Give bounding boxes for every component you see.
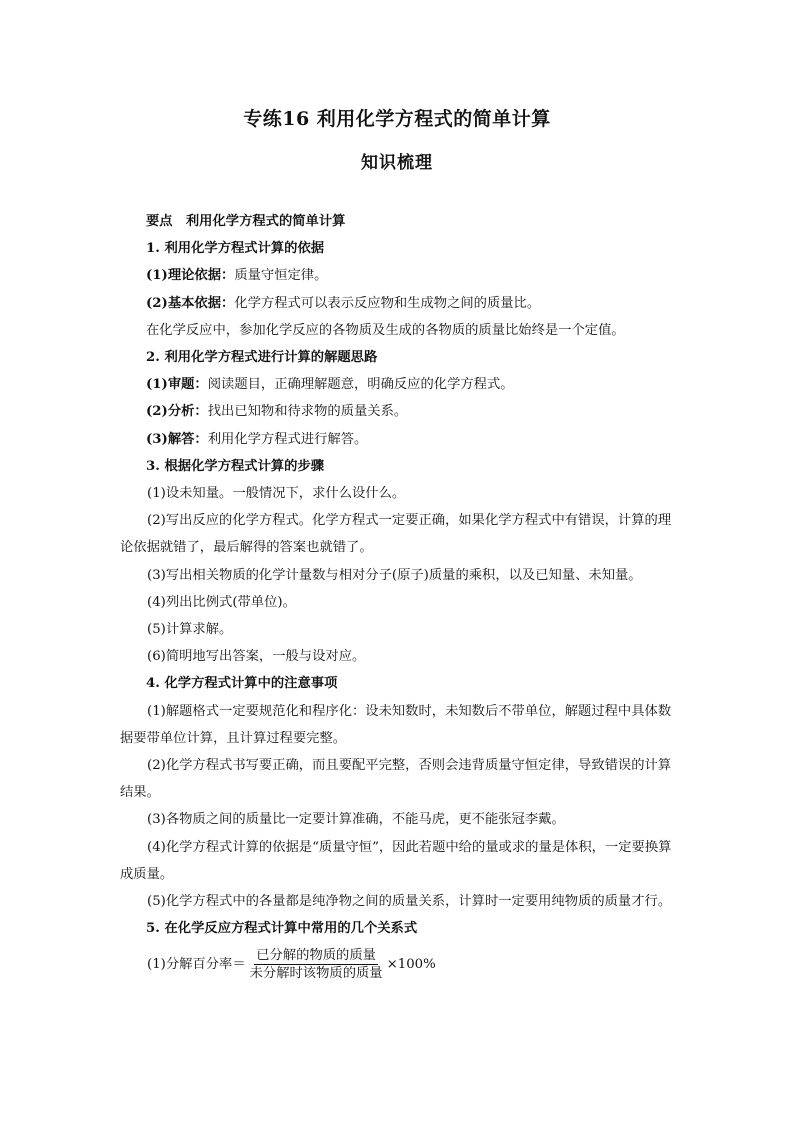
key-point-heading: 要点 利用化学方程式的简单计算 <box>146 214 346 229</box>
formula-denominator: 未分解时该物质的质量 <box>249 965 383 981</box>
formula-label: (1)分解百分率＝ <box>147 956 246 972</box>
section-1-note: 在化学反应中，参加化学反应的各物质及生成的各物质的质量比始终是一个定值。 <box>146 322 625 338</box>
section-1-heading: 1. 利用化学方程式计算的依据 <box>146 241 325 257</box>
item-text: 找出已知物和待求物的质量关系。 <box>207 404 408 420</box>
item-label: (2)基本依据： <box>146 295 235 311</box>
item-text: 利用化学方程式进行解答。 <box>207 431 368 447</box>
caution-item: (1)解题格式一定要规范化和程序化：设未知数时，未知数后不带单位，解题过程中具体数据要带单位计算，且计算过程要完整。 <box>120 703 672 746</box>
caution-item: (3)各物质之间的质量比一定要计算准确，不能马虎，更不能张冠李戴。 <box>147 812 565 828</box>
item-label: (1)审题： <box>146 377 208 393</box>
item-label: (2)分析： <box>146 404 208 420</box>
formula-fraction <box>248 947 385 982</box>
section-2-item-1 <box>120 371 676 398</box>
section-4-heading: 4. 化学方程式计算中的注意事项 <box>146 676 338 692</box>
step-item: (2)写出反应的化学方程式。化学方程式一定要正确，如果化学方程式中有错误，计算的理论依据就错了，最后解得的答案也就错了。 <box>120 513 672 556</box>
caution-item: (2)化学方程式书写要正确，而且要配平完整，否则会违背质量守恒定律，导致错误的计算结果。 <box>120 758 672 801</box>
step-item: (4)列出比例式(带单位)。 <box>147 594 296 610</box>
item-label: (3)解答： <box>146 431 208 447</box>
item-text: 质量守恒定律。 <box>234 268 328 284</box>
section-2-item-2 <box>120 398 676 425</box>
step-item: (6)简明地写出答案，一般与设对应。 <box>147 649 366 665</box>
section-5-heading: 5. 在化学反应方程式计算中常用的几个关系式 <box>146 921 418 937</box>
caution-item: (5)化学方程式中的各量都是纯净物之间的质量关系，计算时一定要用纯物质的质量才行。 <box>147 894 672 910</box>
section-1-item-1 <box>120 262 676 289</box>
step-item: (1)设未知量。一般情况下，求什么设什么。 <box>147 486 406 502</box>
decomposition-rate-formula <box>120 944 676 984</box>
section-2-item-3 <box>120 426 676 453</box>
formula-numerator: 已分解的物质的质量 <box>256 947 376 963</box>
item-label: (1)理论依据： <box>146 268 235 284</box>
formula-suffix: ×100% <box>386 956 436 972</box>
section-2-heading: 2. 利用化学方程式进行计算的解题思路 <box>146 350 378 366</box>
step-item: (3)写出相关物质的化学计量数与相对分子(原子)质量的乘积，以及已知量、未知量。 <box>147 567 642 583</box>
caution-item: (4)化学方程式计算的依据是“质量守恒”，因此若题中给的量或求的量是体积，一定要换算成质量。 <box>120 839 672 882</box>
section-3-heading: 3. 根据化学方程式计算的步骤 <box>146 458 325 474</box>
item-text: 化学方程式可以表示反应物和生成物之间的质量比。 <box>234 295 541 311</box>
document-subtitle: 知识梳理 <box>361 153 433 173</box>
step-item: (5)计算求解。 <box>147 622 233 638</box>
document-body <box>120 208 676 984</box>
section-1-item-2 <box>120 290 676 317</box>
item-text: 阅读题目，正确理解题意，明确反应的化学方程式。 <box>207 377 514 393</box>
document-title: 专练16 利用化学方程式的简单计算 <box>243 108 551 130</box>
